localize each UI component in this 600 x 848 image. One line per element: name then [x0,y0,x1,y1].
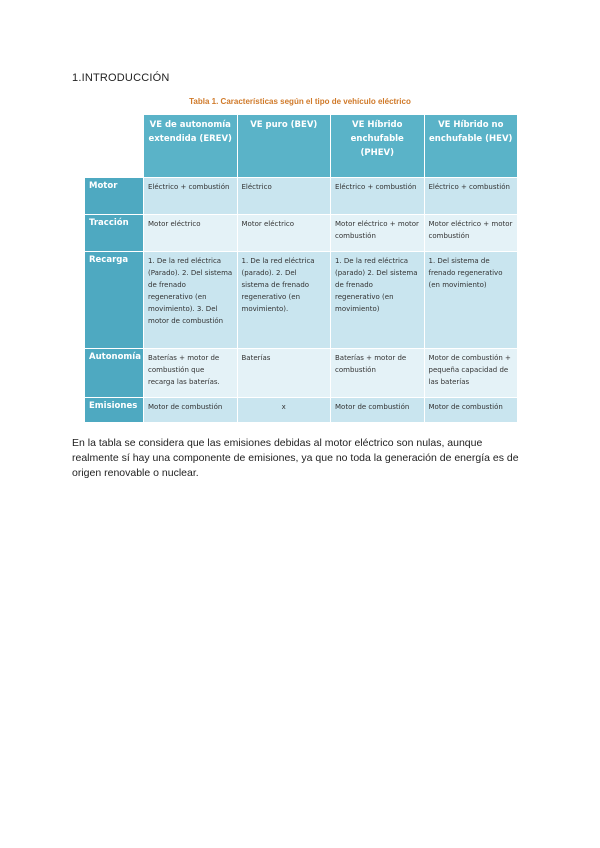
row-header-recarga: Recarga [85,252,143,348]
row-header-emisiones: Emisiones [85,398,143,422]
table-cell: Baterías + motor de combustión [331,349,424,397]
table-cell: Motor eléctrico + motor combustión [425,215,518,251]
table-cell: Motor de combustión [144,398,237,422]
table-cell: Eléctrico + combustión [425,178,518,214]
table-cell: x [238,398,331,422]
row-header-traccion: Tracción [85,215,143,251]
table-cell: Motor de combustión [331,398,424,422]
table-cell: 1. De la red eléctrica (parado) 2. Del sistema de frenado regenerativo (en movimiento) [331,252,424,348]
column-header-hev: VE Híbrido no enchufable (HEV) [425,115,518,177]
table-cell: 1. Del sistema de frenado regenerativo (en movimiento) [425,252,518,348]
table-row-traccion [85,215,517,251]
column-header-erev: VE de autonomía extendida (EREV) [144,115,237,177]
row-header-autonomia: Autonomía [85,349,143,397]
table-cell: Baterías + motor de combustión que recarga las baterías. [144,349,237,397]
table-row-recarga [85,252,517,348]
column-header-bev: VE puro (BEV) [238,115,331,177]
table-cell: 1. De la red eléctrica (Parado). 2. Del sistema de frenado regenerativo (en movimiento). 3. Del motor de combustión [144,252,237,348]
table-caption: Tabla 1. Características según el tipo de vehículo eléctrico [189,97,411,106]
table-cell: Motor eléctrico + motor combustión [331,215,424,251]
table-cell: 1. De la red eléctrica (parado). 2. Del sistema de frenado regenerativo (en movimiento). [238,252,331,348]
table-header-row [85,115,517,177]
table-cell: Motor de combustión [425,398,518,422]
table-cell: Eléctrico + combustión [331,178,424,214]
table-cell: Motor de combustión + pequeña capacidad de las baterías [425,349,518,397]
body-paragraph: En la tabla se considera que las emisiones debidas al motor eléctrico son nulas, aunque realmente sí hay una componente de emisiones, ya que no toda la generación de energía es de origen renovable o nuclear. [72,437,519,479]
table-cell: Eléctrico + combustión [144,178,237,214]
table-row-emisiones [85,398,517,422]
table-row-autonomia [85,349,517,397]
table-cell: Eléctrico [238,178,331,214]
section-heading: 1.INTRODUCCIÓN [72,72,170,84]
table-cell: Baterías [238,349,331,397]
row-header-motor: Motor [85,178,143,214]
table-cell: Motor eléctrico [238,215,331,251]
table-corner-cell [85,115,143,177]
column-header-phev: VE Híbrido enchufable (PHEV) [331,115,424,177]
table-row-motor [85,178,517,214]
table-cell: Motor eléctrico [144,215,237,251]
vehicle-comparison-table [84,114,518,423]
